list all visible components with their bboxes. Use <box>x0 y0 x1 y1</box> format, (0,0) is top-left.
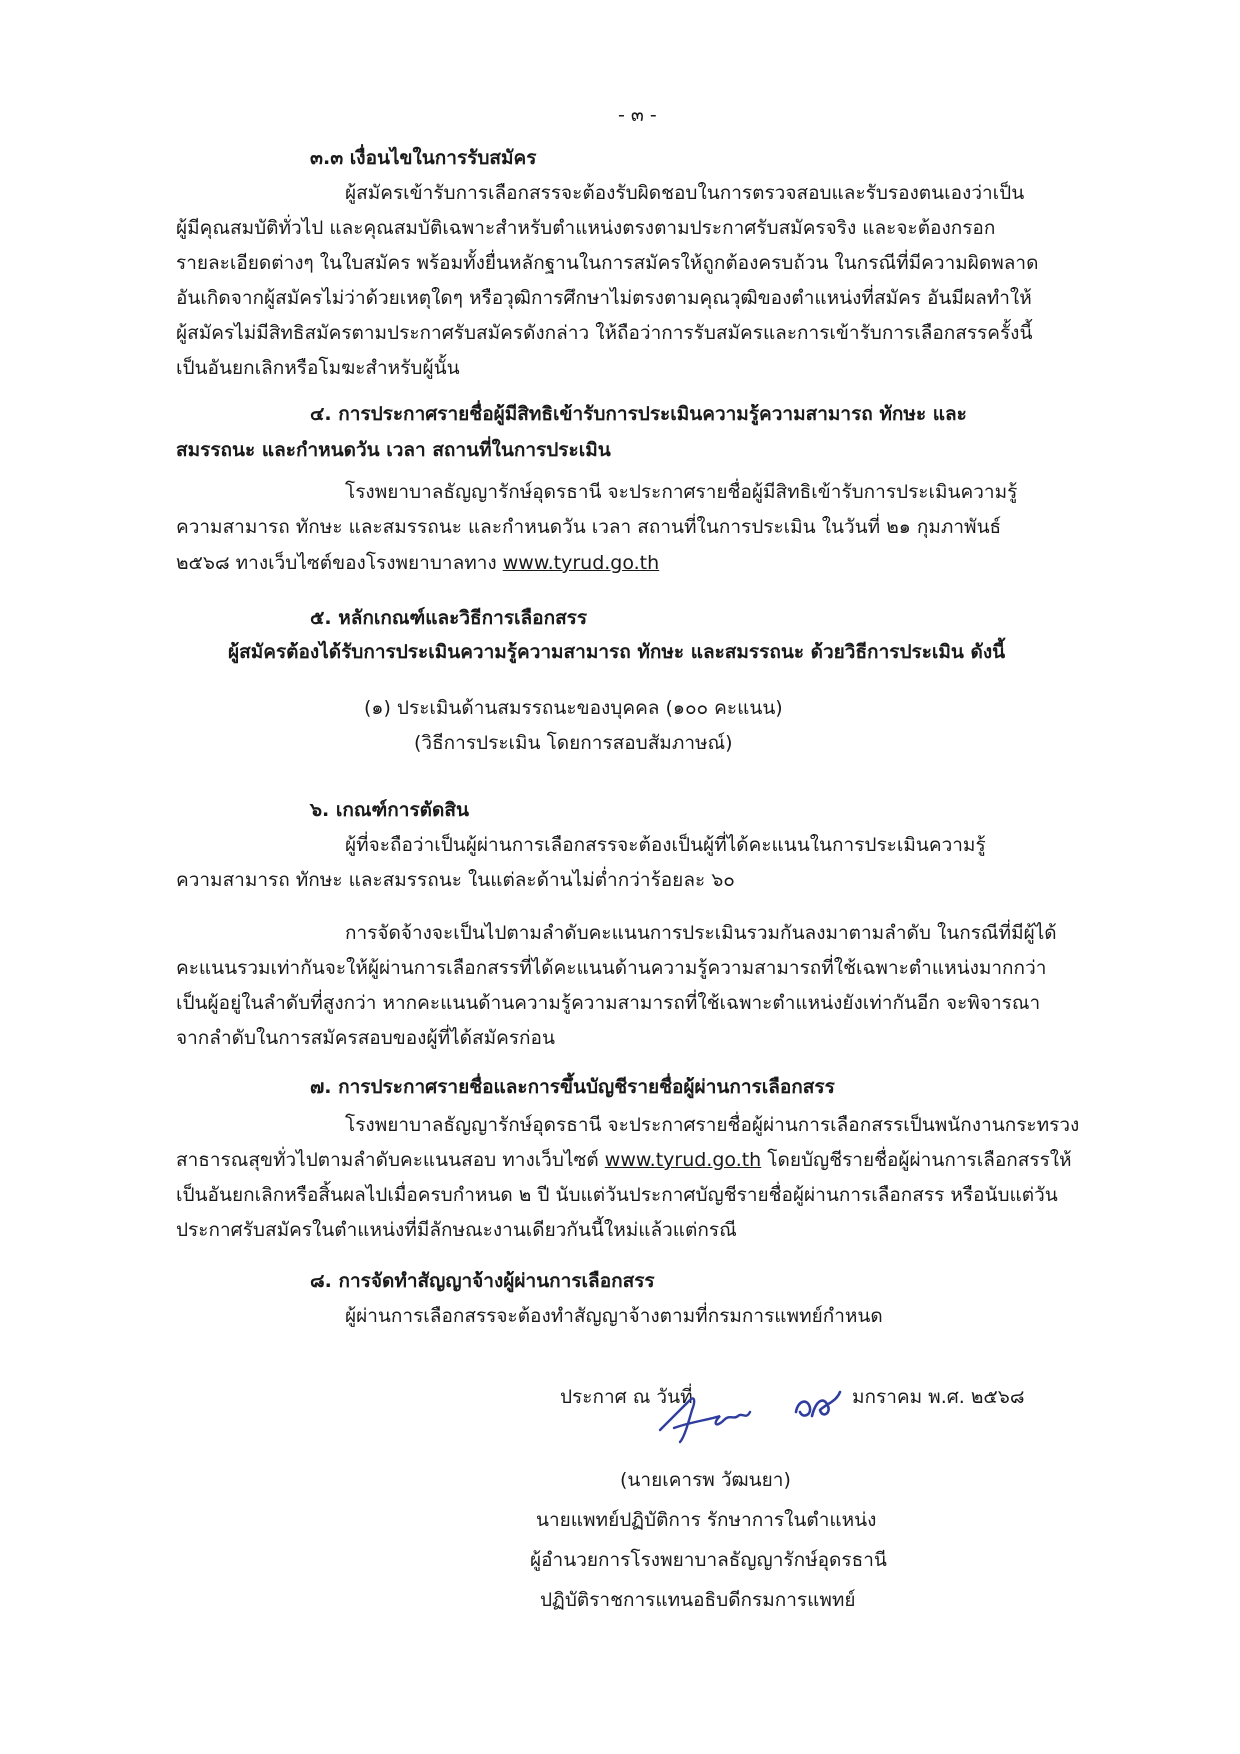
svg-text:๒๔: ๒๔ <box>790 1371 813 1390</box>
announcement-date-suffix: มกราคม พ.ศ. ๒๕๖๘ <box>852 1386 1025 1408</box>
section-5-heading: ๕. หลักเกณฑ์และวิธีการเลือกสรร <box>310 607 588 629</box>
paragraph-line: การจัดจ้างจะเป็นไปตามลำดับคะแนนการประเมินรวมกันลงมาตามลำดับ ในกรณีที่มีผู้ได้ <box>345 922 1057 944</box>
paragraph-line: อันเกิดจากผู้สมัครไม่ว่าด้วยเหตุใดๆ หรือวุฒิการศึกษาไม่ตรงตามคุณวุฒิของตำแหน่งที่สมัคร อันมีผลทำให้ <box>176 287 1032 309</box>
paragraph-text: สาธารณสุขทั่วไปตามลำดับคะแนนสอบ ทางเว็บไซต์ <box>176 1149 599 1171</box>
paragraph-line: ผู้สมัครเข้ารับการเลือกสรรจะต้องรับผิดชอบในการตรวจสอบและรับรองตนเองว่าเป็น <box>345 182 1025 204</box>
signatory-title: ปฏิบัติราชการแทนอธิบดีกรมการแพทย์ <box>540 1589 856 1611</box>
paragraph-line: โรงพยาบาลธัญญารักษ์อุดรธานี จะประกาศรายชื่อผู้มีสิทธิเข้ารับการประเมินความรู้ <box>345 481 1018 503</box>
paragraph-line: ผู้มีคุณสมบัติทั่วไป และคุณสมบัติเฉพาะสำหรับตำแหน่งตรงตามประกาศรับสมัครจริง และจะต้องกรอก <box>176 217 996 239</box>
paragraph-line: เป็นอันยกเลิกหรือโมฆะสำหรับผู้นั้น <box>176 357 460 379</box>
page-number: - ๓ - <box>618 104 657 126</box>
paragraph-line <box>176 548 659 578</box>
assessment-item: (๑) ประเมินด้านสมรรถนะของบุคคล (๑๐๐ คะแนน) <box>364 697 783 719</box>
handwritten-day <box>790 1371 850 1430</box>
website-link[interactable]: www.tyrud.go.th <box>604 1149 762 1171</box>
paragraph-text: โดยบัญชีรายชื่อผู้ผ่านการเลือกสรรให้ <box>767 1149 1072 1171</box>
paragraph-line: จากลำดับในการสมัครสอบของผู้ที่ได้สมัครก่อน <box>176 1027 555 1049</box>
section-6-heading: ๖. เกณฑ์การตัดสิน <box>310 799 469 821</box>
paragraph-line: โรงพยาบาลธัญญารักษ์อุดรธานี จะประกาศรายชื่อผู้ผ่านการเลือกสรรเป็นพนักงานกระทรวง <box>345 1114 1080 1136</box>
signatory-title: ผู้อำนวยการโรงพยาบาลธัญญารักษ์อุดรธานี <box>530 1549 887 1571</box>
paragraph-line: เป็นผู้อยู่ในลำดับที่สูงกว่า หากคะแนนด้านความรู้ความสามารถที่ใช้เฉพาะตำแหน่งยังเท่ากันอีก จะพิจารณา <box>176 992 1041 1014</box>
announcement-date-prefix: ประกาศ ณ วันที่ <box>560 1386 693 1408</box>
paragraph-line: ผู้ผ่านการเลือกสรรจะต้องทำสัญญาจ้างตามที่กรมการแพทย์กำหนด <box>345 1305 883 1327</box>
signatory-title: นายแพทย์ปฏิบัติการ รักษาการในตำแหน่ง <box>536 1509 877 1531</box>
signature <box>650 1390 760 1454</box>
section-8-heading: ๘. การจัดทำสัญญาจ้างผู้ผ่านการเลือกสรร <box>310 1270 655 1292</box>
paragraph-line: ความสามารถ ทักษะ และสมรรถนะ และกำหนดวัน เวลา สถานที่ในการประเมิน ในวันที่ ๒๑ กุมภาพันธ์ <box>176 516 1002 538</box>
paragraph-line: ผู้สมัครไม่มีสิทธิสมัครตามประกาศรับสมัครดังกล่าว ให้ถือว่าการรับสมัครและการเข้ารับการเลือกสรรครั้งนี้ <box>176 322 1033 344</box>
section-3-3-heading: ๓.๓ เงื่อนไขในการรับสมัคร <box>310 147 537 169</box>
paragraph-line <box>176 1145 1072 1175</box>
paragraph-line: รายละเอียดต่างๆ ในใบสมัคร พร้อมทั้งยื่นหลักฐานในการสมัครให้ถูกต้องครบถ้วน ในกรณีที่มีความผิดพลาด <box>176 252 1039 274</box>
paragraph-line: เป็นอันยกเลิกหรือสิ้นผลไปเมื่อครบกำหนด ๒ ปี นับแต่วันประกาศบัญชีรายชื่อผู้ผ่านการเลือกสรร หรือนับแต่วัน <box>176 1184 1058 1206</box>
assessment-method: (วิธีการประเมิน โดยการสอบสัมภาษณ์) <box>414 732 733 754</box>
website-link[interactable]: www.tyrud.go.th <box>502 552 660 574</box>
section-7-heading: ๗. การประกาศรายชื่อและการขึ้นบัญชีรายชื่อผู้ผ่านการเลือกสรร <box>310 1076 835 1098</box>
section-4-heading-cont: สมรรถนะ และกำหนดวัน เวลา สถานที่ในการประเมิน <box>176 439 611 461</box>
signatory-name: (นายเคารพ วัฒนยา) <box>620 1469 791 1491</box>
paragraph-text: ๒๕๖๘ ทางเว็บไซต์ของโรงพยาบาลทาง <box>176 552 497 574</box>
paragraph-line: ผู้ที่จะถือว่าเป็นผู้ผ่านการเลือกสรรจะต้องเป็นผู้ที่ได้คะแนนในการประเมินความรู้ <box>345 834 986 856</box>
paragraph-line: คะแนนรวมเท่ากันจะให้ผู้ผ่านการเลือกสรรที่ได้คะแนนด้านความรู้ความสามารถที่ใช้เฉพาะตำแหน่งมากกว่า <box>176 957 1047 979</box>
paragraph-line: ความสามารถ ทักษะ และสมรรถนะ ในแต่ละด้านไม่ต่ำกว่าร้อยละ ๖๐ <box>176 869 735 891</box>
section-4-heading: ๔. การประกาศรายชื่อผู้มีสิทธิเข้ารับการประเมินความรู้ความสามารถ ทักษะ และ <box>310 403 967 425</box>
paragraph-line: ประกาศรับสมัครในตำแหน่งที่มีลักษณะงานเดียวกันนี้ใหม่แล้วแต่กรณี <box>176 1219 737 1241</box>
section-5-subheading: ผู้สมัครต้องได้รับการประเมินความรู้ความสามารถ ทักษะ และสมรรถนะ ด้วยวิธีการประเมิน ดังนี้ <box>228 641 1006 663</box>
